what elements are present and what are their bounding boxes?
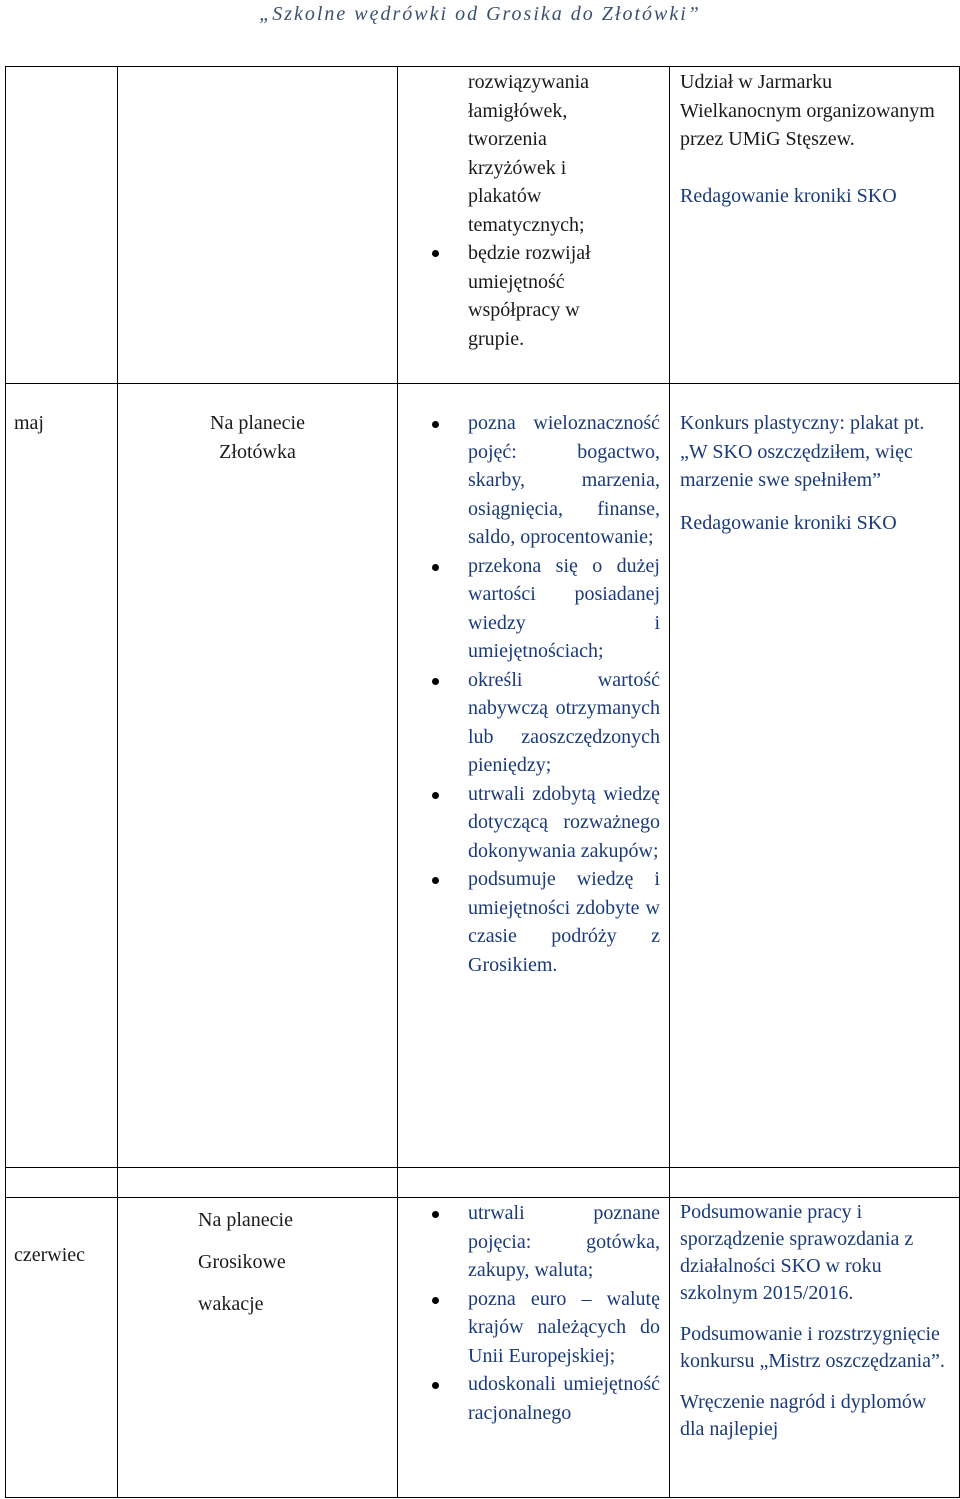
row0-goals-cell: [468, 68, 658, 353]
row1-goals-cell: [468, 409, 660, 979]
row0-cont-line-4: plakatów: [468, 185, 542, 207]
row-divider: [5, 383, 960, 384]
activity-text: Wręczenie nagród i dyplomów dla najlepiej: [680, 1391, 927, 1440]
row2-activities-cell: [680, 1199, 950, 1457]
activity-text: Redagowanie kroniki SKO: [680, 511, 897, 534]
bullet-item: będzie rozwijał umiejętność współpracy w grupie.: [468, 239, 658, 353]
row0-cont-line-1: łamigłówek,: [468, 99, 568, 122]
bullet-item: określi wartość nabywczą otrzymanych lub zaoszczędzonych pieniędzy;: [468, 666, 660, 780]
bullet-icon: [432, 877, 439, 884]
table-border-top: [5, 66, 960, 67]
bullet-item: udoskonali umiejętność racjonalnego: [468, 1370, 660, 1427]
bullet-item: przekona się o dużej wartości posiadanej wiedzy i umiejętnościach;: [468, 552, 660, 666]
bullet-item: pozna euro – walutę krajów należących do Unii Europejskiej;: [468, 1285, 660, 1371]
bullet-icon: [432, 1297, 439, 1304]
bullet-item: utrwali zdobytą wiedzę dotyczącą rozważnego dokonywania zakupów;: [468, 780, 660, 866]
row1-activities-cell: [680, 409, 950, 551]
row0-cont-line-2: tworzenia: [468, 128, 547, 150]
activity-text: Konkurs plastyczny: plakat pt. „W SKO oszczędziłem, więc marzenie swe spełniłem”: [680, 412, 925, 491]
row0-cont-line-5: tematycznych;: [468, 213, 585, 236]
bullet-item: podsumuje wiedzę i umiejętności zdobyte w czasie podróży z Grosikiem.: [468, 865, 660, 979]
bullet-icon: [432, 1382, 439, 1389]
goals-list: [468, 409, 660, 979]
table-border-bottom: [5, 1497, 960, 1498]
row0-cont-line-0: rozwiązywania: [468, 71, 590, 93]
column-divider: [5, 66, 6, 1498]
goals-list: [468, 1199, 660, 1427]
month-label: maj: [14, 412, 44, 434]
theme-label: Na planecie Złotówka: [210, 412, 305, 463]
activity-text: Udział w Jarmarku Wielkanocnym organizowanym przez UMiG Stęszew.: [680, 71, 935, 150]
bullet-item: pozna wieloznaczność pojęć: bogactwo, skarby, marzenia, osiągnięcia, finanse, saldo, oprocentowanie;: [468, 409, 660, 552]
header-title: „Szkolne wędrówki od Grosika do Złotówki”: [259, 3, 701, 25]
bullet-icon: [432, 250, 439, 257]
activity-text: Podsumowanie i rozstrzygnięcie konkursu „Mistrz oszczędzania”.: [680, 1323, 945, 1372]
column-divider: [397, 66, 398, 1498]
bullet-icon: [432, 564, 439, 571]
bullet-icon: [432, 1211, 439, 1218]
bullet-icon: [432, 421, 439, 428]
bullet-icon: [432, 678, 439, 685]
row-divider: [5, 1197, 960, 1198]
row-divider: [5, 1167, 960, 1168]
activity-text: Podsumowanie pracy i sporządzenie sprawozdania z działalności SKO w roku szkolnym 2015/2016.: [680, 1201, 914, 1304]
theme-label: Na planecie Grosikowe wakacje: [198, 1209, 293, 1315]
column-divider: [669, 66, 670, 1498]
bullet-icon: [432, 792, 439, 799]
row0-cont-line-3: krzyżówek i: [468, 156, 567, 179]
month-label: czerwiec: [14, 1244, 86, 1266]
bullet-item: utrwali poznane pojęcia: gotówka, zakupy, waluta;: [468, 1199, 660, 1285]
row2-goals-cell: [468, 1199, 660, 1427]
activity-text: Redagowanie kroniki SKO: [680, 184, 897, 207]
row0-activities-cell: [680, 68, 950, 224]
